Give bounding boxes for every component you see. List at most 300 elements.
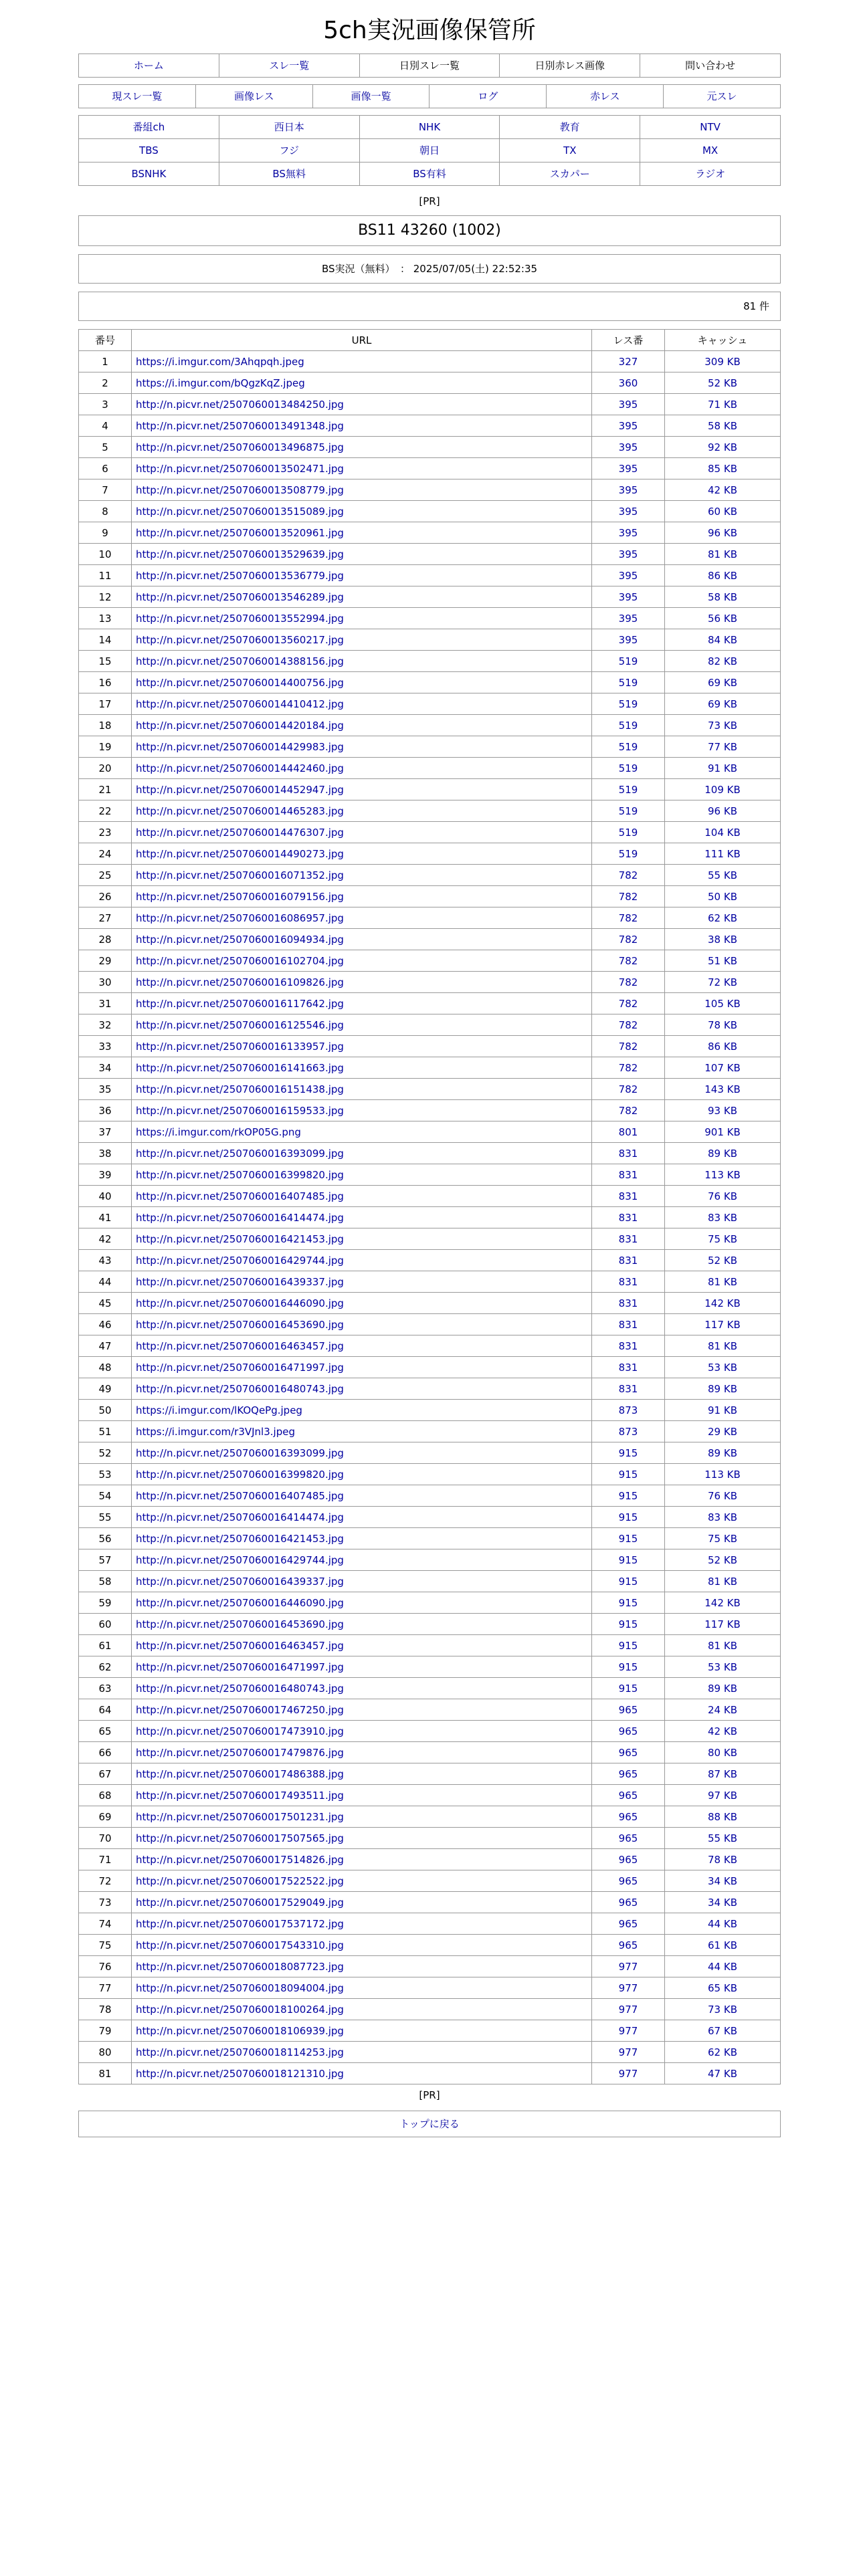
image-url-link[interactable]: http://n.picvr.net/2507060013552994.jpg xyxy=(132,608,592,629)
cache-link[interactable]: 77 KB xyxy=(665,736,781,758)
channel-link[interactable]: MX xyxy=(640,139,780,162)
image-url-link[interactable]: http://n.picvr.net/2507060016453690.jpg xyxy=(132,1614,592,1635)
image-url-link[interactable]: http://n.picvr.net/2507060013546289.jpg xyxy=(132,586,592,608)
channel-link[interactable]: 番組ch xyxy=(132,121,165,133)
cache-link[interactable]: 65 KB xyxy=(665,1977,781,1999)
cache-link[interactable]: 72 KB xyxy=(665,972,781,993)
image-url-link[interactable]: http://n.picvr.net/2507060014490273.jpg xyxy=(132,843,592,865)
nav-home[interactable]: ホーム xyxy=(133,60,164,72)
cache-link[interactable]: 51 KB xyxy=(665,950,781,972)
image-url-link[interactable]: http://n.picvr.net/2507060016393099.jpg xyxy=(132,1143,592,1164)
res-number-link[interactable]: 915 xyxy=(592,1635,665,1656)
res-number-link[interactable]: 801 xyxy=(592,1121,665,1143)
image-url-link[interactable]: http://n.picvr.net/2507060016159533.jpg xyxy=(132,1100,592,1121)
nav-image-list[interactable]: 画像一覧 xyxy=(312,85,430,108)
res-number-link[interactable]: 395 xyxy=(592,394,665,415)
image-url-link[interactable]: http://n.picvr.net/2507060016071352.jpg xyxy=(132,865,592,886)
cache-link[interactable]: 117 KB xyxy=(665,1614,781,1635)
image-url-link[interactable]: http://n.picvr.net/2507060013484250.jpg xyxy=(132,394,592,415)
cache-link[interactable]: 113 KB xyxy=(665,1164,781,1186)
cache-link[interactable]: 42 KB xyxy=(665,479,781,501)
cache-link[interactable]: 117 KB xyxy=(665,1314,781,1335)
table-row xyxy=(79,1549,781,1571)
cache-link[interactable]: 62 KB xyxy=(665,2042,781,2063)
res-number-link[interactable]: 395 xyxy=(592,501,665,522)
res-number-link[interactable]: 395 xyxy=(592,415,665,437)
cache-link[interactable]: 86 KB xyxy=(665,1036,781,1057)
res-number-link[interactable]: 519 xyxy=(592,736,665,758)
res-number-link[interactable]: 965 xyxy=(592,1892,665,1913)
cache-link[interactable]: 53 KB xyxy=(665,1357,781,1378)
res-number-link[interactable]: 782 xyxy=(592,1079,665,1100)
cache-link[interactable]: 87 KB xyxy=(665,1763,781,1785)
table-row xyxy=(79,736,781,758)
cache-link[interactable]: 142 KB xyxy=(665,1592,781,1614)
row-number: 35 xyxy=(79,1079,132,1100)
cache-link[interactable]: 71 KB xyxy=(665,394,781,415)
cache-link[interactable]: 113 KB xyxy=(665,1464,781,1485)
res-number-link[interactable]: 873 xyxy=(592,1400,665,1421)
image-url-link[interactable]: http://n.picvr.net/2507060016393099.jpg xyxy=(132,1442,592,1464)
cache-link[interactable]: 80 KB xyxy=(665,1742,781,1763)
nav-log[interactable]: ログ xyxy=(429,85,546,108)
image-url-link[interactable]: http://n.picvr.net/2507060014429983.jpg xyxy=(132,736,592,758)
res-number-link[interactable]: 915 xyxy=(592,1614,665,1635)
res-number-link[interactable]: 360 xyxy=(592,372,665,394)
channel-link[interactable]: BS有料 xyxy=(359,163,500,185)
image-url-link[interactable]: http://n.picvr.net/2507060018087723.jpg xyxy=(132,1956,592,1977)
table-row xyxy=(79,886,781,907)
image-url-link[interactable]: http://n.picvr.net/2507060013560217.jpg xyxy=(132,629,592,651)
cache-link[interactable]: 92 KB xyxy=(665,437,781,458)
image-url-link[interactable]: http://n.picvr.net/2507060016480743.jpg xyxy=(132,1378,592,1400)
image-url-link[interactable]: http://n.picvr.net/2507060016414474.jpg xyxy=(132,1207,592,1228)
site-title[interactable]: 5ch実況画像保管所 xyxy=(323,17,536,44)
cache-link[interactable]: 62 KB xyxy=(665,907,781,929)
cache-link[interactable]: 44 KB xyxy=(665,1913,781,1935)
cache-link[interactable]: 55 KB xyxy=(665,865,781,886)
image-url-link[interactable]: http://n.picvr.net/2507060016109826.jpg xyxy=(132,972,592,993)
row-number: 68 xyxy=(79,1785,132,1806)
image-url-link[interactable]: http://n.picvr.net/2507060013515089.jpg xyxy=(132,501,592,522)
cache-link[interactable]: 47 KB xyxy=(665,2063,781,2084)
channel-link[interactable]: NHK xyxy=(359,116,500,138)
res-number-link[interactable]: 977 xyxy=(592,2063,665,2084)
res-number-link[interactable]: 782 xyxy=(592,865,665,886)
res-number-link[interactable]: 831 xyxy=(592,1271,665,1293)
image-url-link[interactable]: https://i.imgur.com/r3VJnl3.jpeg xyxy=(132,1421,592,1442)
channel-link[interactable]: NTV xyxy=(640,116,780,138)
channel-link[interactable]: スカパー xyxy=(499,163,640,185)
res-number-link[interactable]: 977 xyxy=(592,2042,665,2063)
cache-link[interactable]: 52 KB xyxy=(665,372,781,394)
res-number-link[interactable]: 519 xyxy=(592,651,665,672)
cache-link[interactable]: 60 KB xyxy=(665,501,781,522)
cache-link[interactable]: 24 KB xyxy=(665,1699,781,1721)
nav-image-res[interactable]: 画像レス xyxy=(195,85,312,108)
cache-link[interactable]: 67 KB xyxy=(665,2020,781,2042)
image-url-link[interactable]: http://n.picvr.net/2507060017501231.jpg xyxy=(132,1806,592,1828)
cache-link[interactable]: 29 KB xyxy=(665,1421,781,1442)
image-url-link[interactable]: http://n.picvr.net/2507060017467250.jpg xyxy=(132,1699,592,1721)
cache-link[interactable]: 82 KB xyxy=(665,651,781,672)
res-number-link[interactable]: 915 xyxy=(592,1592,665,1614)
cache-link[interactable]: 84 KB xyxy=(665,629,781,651)
cache-link[interactable]: 42 KB xyxy=(665,1721,781,1742)
image-url-link[interactable]: http://n.picvr.net/2507060016407485.jpg xyxy=(132,1485,592,1507)
image-url-link[interactable]: http://n.picvr.net/2507060016086957.jpg xyxy=(132,907,592,929)
res-number-link[interactable]: 965 xyxy=(592,1699,665,1721)
res-number-link[interactable]: 782 xyxy=(592,950,665,972)
res-number-link[interactable]: 915 xyxy=(592,1549,665,1571)
cache-link[interactable]: 89 KB xyxy=(665,1442,781,1464)
res-number-link[interactable]: 915 xyxy=(592,1528,665,1549)
image-url-link[interactable]: http://n.picvr.net/2507060016151438.jpg xyxy=(132,1079,592,1100)
image-url-link[interactable]: http://n.picvr.net/2507060017486388.jpg xyxy=(132,1763,592,1785)
res-number-link[interactable]: 831 xyxy=(592,1143,665,1164)
res-number-link[interactable]: 519 xyxy=(592,693,665,715)
cache-link[interactable]: 309 KB xyxy=(665,351,781,372)
res-number-link[interactable]: 915 xyxy=(592,1507,665,1528)
image-url-link[interactable]: http://n.picvr.net/2507060017522522.jpg xyxy=(132,1870,592,1892)
image-url-link[interactable]: http://n.picvr.net/2507060017473910.jpg xyxy=(132,1721,592,1742)
res-number-link[interactable]: 831 xyxy=(592,1207,665,1228)
image-url-link[interactable]: http://n.picvr.net/2507060016414474.jpg xyxy=(132,1507,592,1528)
row-number: 4 xyxy=(79,415,132,437)
row-number: 46 xyxy=(79,1314,132,1335)
table-row xyxy=(79,972,781,993)
cache-link[interactable]: 58 KB xyxy=(665,415,781,437)
image-url-link[interactable]: http://n.picvr.net/2507060017493511.jpg xyxy=(132,1785,592,1806)
row-number: 69 xyxy=(79,1806,132,1828)
cache-link[interactable]: 83 KB xyxy=(665,1507,781,1528)
table-row xyxy=(79,1143,781,1164)
channel-link[interactable]: 西日本 xyxy=(219,116,359,138)
cache-link[interactable]: 78 KB xyxy=(665,1014,781,1036)
back-to-top-link[interactable]: トップに戻る xyxy=(78,2111,781,2137)
image-url-link[interactable]: http://n.picvr.net/2507060014388156.jpg xyxy=(132,651,592,672)
cache-link[interactable]: 901 KB xyxy=(665,1121,781,1143)
cache-link[interactable]: 111 KB xyxy=(665,843,781,865)
image-url-link[interactable]: http://n.picvr.net/2507060016439337.jpg xyxy=(132,1571,592,1592)
cache-link[interactable]: 52 KB xyxy=(665,1250,781,1271)
res-number-link[interactable]: 977 xyxy=(592,1999,665,2020)
res-number-link[interactable]: 782 xyxy=(592,907,665,929)
res-number-link[interactable]: 915 xyxy=(592,1485,665,1507)
res-number-link[interactable]: 965 xyxy=(592,1721,665,1742)
image-url-link[interactable]: http://n.picvr.net/2507060016421453.jpg xyxy=(132,1228,592,1250)
row-number: 70 xyxy=(79,1828,132,1849)
nav-daily-thread-list[interactable]: 日別スレ一覧 xyxy=(359,54,500,77)
image-url-link[interactable]: http://n.picvr.net/2507060016421453.jpg xyxy=(132,1528,592,1549)
res-number-link[interactable]: 395 xyxy=(592,586,665,608)
image-url-link[interactable]: http://n.picvr.net/2507060013508779.jpg xyxy=(132,479,592,501)
cache-link[interactable]: 81 KB xyxy=(665,1335,781,1357)
image-url-link[interactable]: http://n.picvr.net/2507060014476307.jpg xyxy=(132,822,592,843)
image-url-link[interactable]: http://n.picvr.net/2507060016446090.jpg xyxy=(132,1293,592,1314)
res-number-link[interactable]: 965 xyxy=(592,1763,665,1785)
row-number: 2 xyxy=(79,372,132,394)
cache-link[interactable]: 52 KB xyxy=(665,1549,781,1571)
image-url-link[interactable]: http://n.picvr.net/2507060016079156.jpg xyxy=(132,886,592,907)
image-url-link[interactable]: http://n.picvr.net/2507060018094004.jpg xyxy=(132,1977,592,1999)
row-number: 32 xyxy=(79,1014,132,1036)
cache-link[interactable]: 69 KB xyxy=(665,672,781,693)
row-number: 38 xyxy=(79,1143,132,1164)
result-count: 81 件 xyxy=(78,292,781,321)
cache-link[interactable]: 76 KB xyxy=(665,1485,781,1507)
res-number-link[interactable]: 965 xyxy=(592,1742,665,1763)
image-url-link[interactable]: http://n.picvr.net/2507060013536779.jpg xyxy=(132,565,592,586)
res-number-link[interactable]: 519 xyxy=(592,779,665,800)
res-number-link[interactable]: 965 xyxy=(592,1870,665,1892)
res-number-link[interactable]: 519 xyxy=(592,758,665,779)
cache-link[interactable]: 58 KB xyxy=(665,586,781,608)
row-number: 36 xyxy=(79,1100,132,1121)
row-number: 26 xyxy=(79,886,132,907)
res-number-link[interactable]: 873 xyxy=(592,1421,665,1442)
row-number: 51 xyxy=(79,1421,132,1442)
res-number-link[interactable]: 519 xyxy=(592,843,665,865)
res-number-link[interactable]: 782 xyxy=(592,972,665,993)
res-number-link[interactable]: 831 xyxy=(592,1186,665,1207)
cache-link[interactable]: 96 KB xyxy=(665,800,781,822)
image-url-link[interactable]: http://n.picvr.net/2507060018114253.jpg xyxy=(132,2042,592,2063)
res-number-link[interactable]: 327 xyxy=(592,351,665,372)
res-number-link[interactable]: 831 xyxy=(592,1164,665,1186)
res-number-link[interactable]: 915 xyxy=(592,1571,665,1592)
cache-link[interactable]: 83 KB xyxy=(665,1207,781,1228)
image-url-link[interactable]: https://i.imgur.com/3Ahqpqh.jpeg xyxy=(132,351,592,372)
res-number-link[interactable]: 915 xyxy=(592,1464,665,1485)
image-url-link[interactable]: http://n.picvr.net/2507060016125546.jpg xyxy=(132,1014,592,1036)
cache-link[interactable]: 91 KB xyxy=(665,1400,781,1421)
res-number-link[interactable]: 965 xyxy=(592,1849,665,1870)
cache-link[interactable]: 96 KB xyxy=(665,522,781,544)
image-url-link[interactable]: http://n.picvr.net/2507060017507565.jpg xyxy=(132,1828,592,1849)
res-number-link[interactable]: 395 xyxy=(592,565,665,586)
image-url-link[interactable]: http://n.picvr.net/2507060014465283.jpg xyxy=(132,800,592,822)
cache-link[interactable]: 89 KB xyxy=(665,1378,781,1400)
cache-link[interactable]: 69 KB xyxy=(665,693,781,715)
res-number-link[interactable]: 831 xyxy=(592,1314,665,1335)
res-number-link[interactable]: 519 xyxy=(592,715,665,736)
channel-link[interactable]: ラジオ xyxy=(640,163,780,185)
res-number-link[interactable]: 831 xyxy=(592,1357,665,1378)
image-url-link[interactable]: http://n.picvr.net/2507060016463457.jpg xyxy=(132,1635,592,1656)
image-url-link[interactable]: http://n.picvr.net/2507060017543310.jpg xyxy=(132,1935,592,1956)
cache-link[interactable]: 93 KB xyxy=(665,1100,781,1121)
cache-link[interactable]: 107 KB xyxy=(665,1057,781,1079)
res-number-link[interactable]: 782 xyxy=(592,886,665,907)
res-number-link[interactable]: 831 xyxy=(592,1250,665,1271)
table-row xyxy=(79,1335,781,1357)
nav-thread-list[interactable]: スレ一覧 xyxy=(219,54,359,77)
cache-link[interactable]: 34 KB xyxy=(665,1892,781,1913)
image-url-link[interactable]: http://n.picvr.net/2507060014410412.jpg xyxy=(132,693,592,715)
cache-link[interactable]: 61 KB xyxy=(665,1935,781,1956)
res-number-link[interactable]: 965 xyxy=(592,1828,665,1849)
res-number-link[interactable]: 782 xyxy=(592,1036,665,1057)
row-number: 27 xyxy=(79,907,132,929)
res-number-link[interactable]: 395 xyxy=(592,544,665,565)
cache-link[interactable]: 142 KB xyxy=(665,1293,781,1314)
cache-link[interactable]: 109 KB xyxy=(665,779,781,800)
res-number-link[interactable]: 831 xyxy=(592,1228,665,1250)
res-number-link[interactable]: 977 xyxy=(592,1956,665,1977)
cache-link[interactable]: 104 KB xyxy=(665,822,781,843)
image-url-link[interactable]: http://n.picvr.net/2507060016094934.jpg xyxy=(132,929,592,950)
image-url-link[interactable]: http://n.picvr.net/2507060016439337.jpg xyxy=(132,1271,592,1293)
image-url-link[interactable]: http://n.picvr.net/2507060013502471.jpg xyxy=(132,458,592,479)
res-number-link[interactable]: 831 xyxy=(592,1335,665,1357)
cache-link[interactable]: 73 KB xyxy=(665,1999,781,2020)
channel-link[interactable]: BS無料 xyxy=(219,163,359,185)
res-number-link[interactable]: 782 xyxy=(592,993,665,1014)
image-url-link[interactable]: http://n.picvr.net/2507060016446090.jpg xyxy=(132,1592,592,1614)
channel-link[interactable]: TX xyxy=(499,139,640,162)
res-number-link[interactable]: 395 xyxy=(592,458,665,479)
image-url-link[interactable]: http://n.picvr.net/2507060016453690.jpg xyxy=(132,1314,592,1335)
cache-link[interactable]: 76 KB xyxy=(665,1186,781,1207)
image-url-link[interactable]: https://i.imgur.com/lKOQePg.jpeg xyxy=(132,1400,592,1421)
cache-link[interactable]: 44 KB xyxy=(665,1956,781,1977)
image-url-link[interactable]: http://n.picvr.net/2507060016399820.jpg xyxy=(132,1464,592,1485)
image-url-link[interactable]: http://n.picvr.net/2507060016471997.jpg xyxy=(132,1656,592,1678)
image-url-link[interactable]: http://n.picvr.net/2507060017537172.jpg xyxy=(132,1913,592,1935)
cache-link[interactable]: 81 KB xyxy=(665,544,781,565)
res-number-link[interactable]: 977 xyxy=(592,1977,665,1999)
res-number-link[interactable]: 965 xyxy=(592,1785,665,1806)
image-url-link[interactable]: http://n.picvr.net/2507060018121310.jpg xyxy=(132,2063,592,2084)
row-number: 72 xyxy=(79,1870,132,1892)
image-url-link[interactable]: https://i.imgur.com/bQgzKqZ.jpeg xyxy=(132,372,592,394)
row-number: 28 xyxy=(79,929,132,950)
image-url-link[interactable]: http://n.picvr.net/2507060017514826.jpg xyxy=(132,1849,592,1870)
row-number: 57 xyxy=(79,1549,132,1571)
nav-daily-red-images[interactable]: 日別赤レス画像 xyxy=(499,54,640,77)
image-url-link[interactable]: http://n.picvr.net/2507060016141663.jpg xyxy=(132,1057,592,1079)
image-url-link[interactable]: http://n.picvr.net/2507060014400756.jpg xyxy=(132,672,592,693)
image-url-link[interactable]: http://n.picvr.net/2507060018100264.jpg xyxy=(132,1999,592,2020)
res-number-link[interactable]: 915 xyxy=(592,1656,665,1678)
image-url-link[interactable]: http://n.picvr.net/2507060014420184.jpg xyxy=(132,715,592,736)
image-url-link[interactable]: http://n.picvr.net/2507060016463457.jpg xyxy=(132,1335,592,1357)
res-number-link[interactable]: 965 xyxy=(592,1913,665,1935)
channel-link[interactable]: TBS xyxy=(139,144,159,156)
channel-link[interactable]: BSNHK xyxy=(131,168,167,180)
cache-link[interactable]: 89 KB xyxy=(665,1143,781,1164)
res-number-link[interactable]: 395 xyxy=(592,437,665,458)
cache-link[interactable]: 75 KB xyxy=(665,1228,781,1250)
image-url-link[interactable]: http://n.picvr.net/2507060016480743.jpg xyxy=(132,1678,592,1699)
row-number: 58 xyxy=(79,1571,132,1592)
res-number-link[interactable]: 965 xyxy=(592,1806,665,1828)
image-url-link[interactable]: http://n.picvr.net/2507060014452947.jpg xyxy=(132,779,592,800)
image-url-link[interactable]: http://n.picvr.net/2507060013491348.jpg xyxy=(132,415,592,437)
nav-current-threads[interactable]: 現スレ一覧 xyxy=(112,90,163,102)
cache-link[interactable]: 50 KB xyxy=(665,886,781,907)
res-number-link[interactable]: 395 xyxy=(592,608,665,629)
pr-label-bottom: [PR] xyxy=(419,2089,440,2101)
row-number: 11 xyxy=(79,565,132,586)
res-number-link[interactable]: 395 xyxy=(592,522,665,544)
res-number-link[interactable]: 519 xyxy=(592,822,665,843)
image-url-link[interactable]: http://n.picvr.net/2507060017479876.jpg xyxy=(132,1742,592,1763)
image-url-link[interactable]: http://n.picvr.net/2507060016102704.jpg xyxy=(132,950,592,972)
cache-link[interactable]: 75 KB xyxy=(665,1528,781,1549)
cache-link[interactable]: 81 KB xyxy=(665,1271,781,1293)
cache-link[interactable]: 143 KB xyxy=(665,1079,781,1100)
res-number-link[interactable]: 831 xyxy=(592,1378,665,1400)
cache-link[interactable]: 55 KB xyxy=(665,1828,781,1849)
res-number-link[interactable]: 395 xyxy=(592,629,665,651)
cache-link[interactable]: 81 KB xyxy=(665,1635,781,1656)
res-number-link[interactable]: 395 xyxy=(592,479,665,501)
cache-link[interactable]: 38 KB xyxy=(665,929,781,950)
res-number-link[interactable]: 831 xyxy=(592,1293,665,1314)
image-url-link[interactable]: https://i.imgur.com/rkOP05G.png xyxy=(132,1121,592,1143)
cache-link[interactable]: 34 KB xyxy=(665,1870,781,1892)
res-number-link[interactable]: 782 xyxy=(592,1057,665,1079)
channel-link[interactable]: 教育 xyxy=(499,116,640,138)
cache-link[interactable]: 88 KB xyxy=(665,1806,781,1828)
image-url-link[interactable]: http://n.picvr.net/2507060013496875.jpg xyxy=(132,437,592,458)
cache-link[interactable]: 89 KB xyxy=(665,1678,781,1699)
res-number-link[interactable]: 782 xyxy=(592,1014,665,1036)
cache-link[interactable]: 91 KB xyxy=(665,758,781,779)
image-url-link[interactable]: http://n.picvr.net/2507060017529049.jpg xyxy=(132,1892,592,1913)
cache-link[interactable]: 97 KB xyxy=(665,1785,781,1806)
cache-link[interactable]: 53 KB xyxy=(665,1656,781,1678)
image-url-link[interactable]: http://n.picvr.net/2507060013529639.jpg xyxy=(132,544,592,565)
channel-link[interactable]: フジ xyxy=(219,139,359,162)
image-url-link[interactable]: http://n.picvr.net/2507060016429744.jpg xyxy=(132,1549,592,1571)
nav-contact[interactable]: 問い合わせ xyxy=(640,54,780,77)
image-url-link[interactable]: http://n.picvr.net/2507060016407485.jpg xyxy=(132,1186,592,1207)
cache-link[interactable]: 73 KB xyxy=(665,715,781,736)
cache-link[interactable]: 105 KB xyxy=(665,993,781,1014)
res-number-link[interactable]: 519 xyxy=(592,800,665,822)
nav-red-res[interactable]: 赤レス xyxy=(546,85,663,108)
res-number-link[interactable]: 915 xyxy=(592,1442,665,1464)
row-number: 22 xyxy=(79,800,132,822)
cache-link[interactable]: 85 KB xyxy=(665,458,781,479)
res-number-link[interactable]: 965 xyxy=(592,1935,665,1956)
image-url-link[interactable]: http://n.picvr.net/2507060016471997.jpg xyxy=(132,1357,592,1378)
image-url-link[interactable]: http://n.picvr.net/2507060013520961.jpg xyxy=(132,522,592,544)
row-number: 7 xyxy=(79,479,132,501)
image-url-link[interactable]: http://n.picvr.net/2507060016133957.jpg xyxy=(132,1036,592,1057)
res-number-link[interactable]: 915 xyxy=(592,1678,665,1699)
nav-original-thread[interactable]: 元スレ xyxy=(663,85,780,108)
table-row xyxy=(79,479,781,501)
channel-link[interactable]: 朝日 xyxy=(359,139,500,162)
image-url-link[interactable]: http://n.picvr.net/2507060016399820.jpg xyxy=(132,1164,592,1186)
cache-link[interactable]: 78 KB xyxy=(665,1849,781,1870)
cache-link[interactable]: 81 KB xyxy=(665,1571,781,1592)
res-number-link[interactable]: 519 xyxy=(592,672,665,693)
res-number-link[interactable]: 782 xyxy=(592,1100,665,1121)
image-url-link[interactable]: http://n.picvr.net/2507060018106939.jpg xyxy=(132,2020,592,2042)
res-number-link[interactable]: 977 xyxy=(592,2020,665,2042)
image-url-link[interactable]: http://n.picvr.net/2507060016429744.jpg xyxy=(132,1250,592,1271)
cache-link[interactable]: 86 KB xyxy=(665,565,781,586)
image-url-link[interactable]: http://n.picvr.net/2507060016117642.jpg xyxy=(132,993,592,1014)
cache-link[interactable]: 56 KB xyxy=(665,608,781,629)
res-number-link[interactable]: 782 xyxy=(592,929,665,950)
image-url-link[interactable]: http://n.picvr.net/2507060014442460.jpg xyxy=(132,758,592,779)
